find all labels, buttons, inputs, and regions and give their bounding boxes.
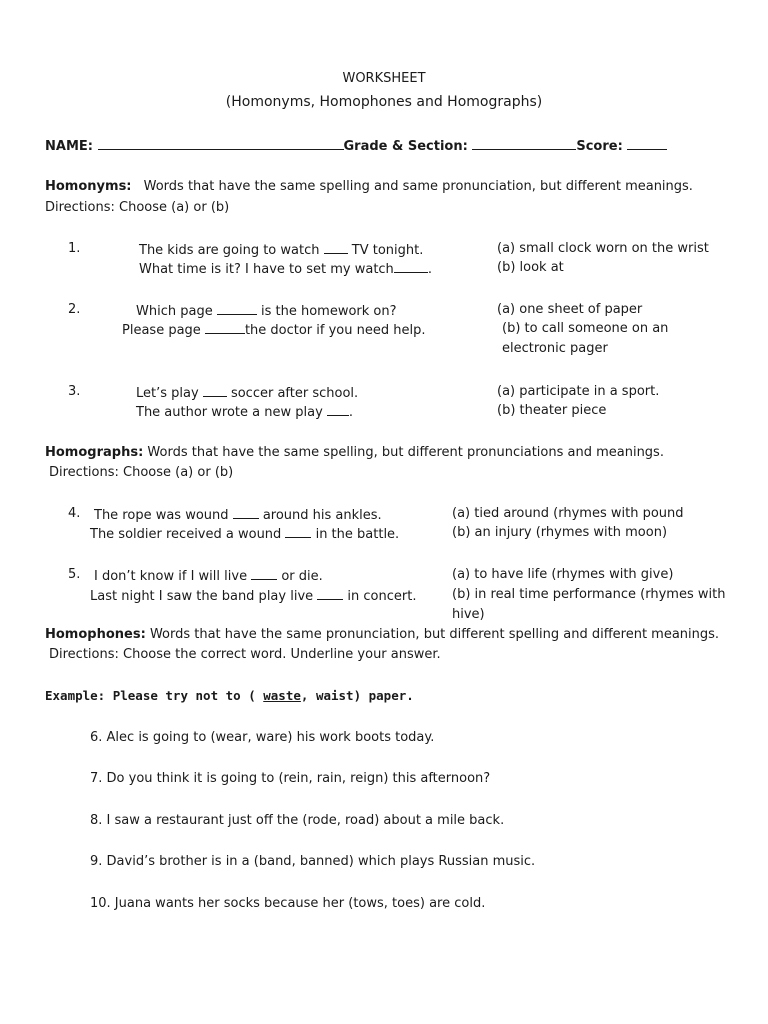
homophones-definition: Homophones: Words that have the same pronunciation, but different spelling and different meanings. — [45, 627, 720, 642]
sentence: Last night I saw the band play live in concert. — [90, 586, 416, 606]
name-label: NAME: — [45, 139, 93, 154]
sentence: The author wrote a new play . — [136, 402, 353, 422]
option-b[interactable]: (b) theater piece — [497, 403, 607, 418]
homophone-item[interactable]: 8. I saw a restaurant just off the (rode, road) about a mile back. — [90, 813, 505, 828]
grade-label: Grade & Section: — [343, 139, 468, 154]
answer-blank[interactable] — [317, 586, 343, 600]
item-number: 1. — [68, 241, 81, 256]
homophones-heading: Homophones: — [45, 627, 146, 642]
item-number: 2. — [68, 302, 81, 317]
answer-blank[interactable] — [285, 524, 311, 538]
answer-blank[interactable] — [327, 402, 349, 416]
homophone-item[interactable]: 9. David’s brother is in a (band, banned) which plays Russian music. — [90, 854, 536, 869]
grade-blank[interactable] — [472, 136, 576, 150]
homophone-item[interactable]: 6. Alec is going to (wear, ware) his work boots today. — [90, 730, 435, 745]
score-blank[interactable] — [627, 136, 667, 150]
item-number: 5. — [68, 567, 81, 582]
sentence: I don’t know if I will live or die. — [94, 566, 323, 586]
score-label: Score: — [576, 139, 623, 154]
sentence: The rope was wound around his ankles. — [94, 505, 382, 525]
worksheet-subtitle: (Homonyms, Homophones and Homographs) — [225, 94, 543, 110]
homophone-item[interactable]: 7. Do you think it is going to (rein, rain, reign) this afternoon? — [90, 771, 491, 786]
name-field-row — [45, 136, 667, 156]
sentence: The soldier received a wound in the battle. — [90, 524, 399, 544]
option-a[interactable]: (a) to have life (rhymes with give) — [452, 567, 674, 582]
answer-blank[interactable] — [233, 505, 259, 519]
option-b[interactable]: (b) in real time performance (rhymes with — [452, 587, 726, 602]
sentence: Which page is the homework on? — [136, 301, 397, 321]
answer-blank[interactable] — [251, 566, 277, 580]
homophone-item[interactable]: 10. Juana wants her socks because her (tows, toes) are cold. — [90, 896, 486, 911]
example-sentence: Example: Please try not to ( waste, waist) paper. — [45, 688, 414, 703]
sentence: Let’s play soccer after school. — [136, 383, 358, 403]
sentence: Please page the doctor if you need help. — [122, 320, 425, 340]
answer-blank[interactable] — [205, 320, 245, 334]
sentence: The kids are going to watch TV tonight. — [139, 240, 423, 260]
homographs-directions: Directions: Choose (a) or (b) — [49, 465, 234, 480]
homonyms-directions: Directions: Choose (a) or (b) — [45, 200, 230, 215]
homonyms-heading: Homonyms: — [45, 179, 132, 194]
answer-blank[interactable] — [394, 259, 428, 273]
homographs-heading: Homographs: — [45, 445, 144, 460]
name-blank[interactable] — [98, 136, 344, 150]
option-a[interactable]: (a) participate in a sport. — [497, 384, 660, 399]
homonyms-definition: Homonyms: Words that have the same spelling and same pronunciation, but different meanings. — [45, 179, 693, 194]
item-number: 4. — [68, 506, 81, 521]
answer-blank[interactable] — [217, 301, 257, 315]
answer-blank[interactable] — [203, 383, 227, 397]
option-a[interactable]: (a) small clock worn on the wrist — [497, 241, 709, 256]
option-b[interactable]: (b) look at — [497, 260, 564, 275]
option-b[interactable]: (b) to call someone on an — [502, 321, 669, 336]
example-answer: waste — [263, 688, 301, 703]
worksheet-title: WORKSHEET — [342, 71, 426, 86]
item-number: 3. — [68, 384, 81, 399]
homographs-definition: Homographs: Words that have the same spelling, but different pronunciations and meanings. — [45, 445, 664, 460]
sentence: What time is it? I have to set my watch . — [139, 259, 432, 279]
option-a[interactable]: (a) one sheet of paper — [497, 302, 643, 317]
homophones-directions: Directions: Choose the correct word. Underline your answer. — [49, 647, 441, 662]
option-a[interactable]: (a) tied around (rhymes with pound — [452, 506, 684, 521]
answer-blank[interactable] — [324, 240, 348, 254]
option-b-continued: electronic pager — [502, 341, 608, 356]
option-b-continued: hive) — [452, 607, 485, 622]
option-b[interactable]: (b) an injury (rhymes with moon) — [452, 525, 668, 540]
